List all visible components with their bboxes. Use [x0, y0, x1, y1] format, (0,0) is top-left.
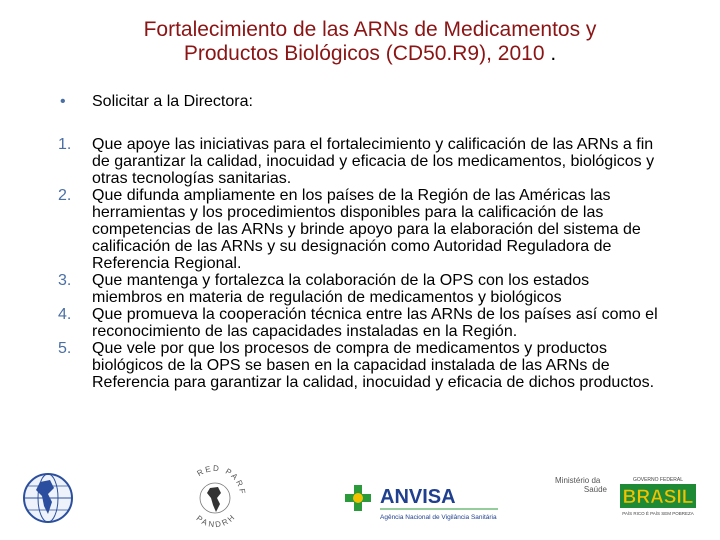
red-parf-top-text: RED PARF	[195, 463, 248, 497]
title-line-2	[60, 42, 680, 66]
anvisa-logo	[340, 478, 502, 524]
brasil-top-text: GOVERNO FEDERAL	[632, 477, 684, 483]
item-text: Que vele por que los procesos de compra de medicamentos y productos biológicos de la OPS se basen en la capacidad instalada de las ARNs de Referencia para garantizar la calidad, inocuidad y eficacia de dichos productos.	[92, 340, 655, 391]
item-text: Que apoye las iniciativas para el fortalecimiento y calificación de las ARNs a fin de garantizar la calidad, inocuidad y eficacia de los medicamentos, biológicos y otras tecnologías sanitarias.	[92, 136, 655, 187]
list-item	[58, 306, 663, 340]
ministerio-saude-logo	[555, 476, 607, 516]
logo-strip	[0, 460, 720, 540]
globe-logo	[22, 472, 74, 524]
title-dot: .	[550, 42, 557, 65]
brasil-logo	[618, 474, 698, 518]
bullet-symbol: •	[60, 93, 66, 110]
item-number: 5.	[58, 340, 72, 357]
intro-text: Solicitar a la Directora:	[92, 93, 253, 110]
item-text: Que difunda ampliamente en los países de la Región de las Américas las herramientas y los procedimientos disponibles para la calificación de las competencias de las ARNs y brinde apoyo para la elaboración del sistema de calificación de las ARNs y su designación como Autoridad Reguladora de Referencia Regional.	[92, 187, 641, 272]
brasil-text: BRASIL	[622, 487, 694, 508]
ministerio-line-2: Saúde	[583, 485, 607, 494]
item-number: 2.	[58, 187, 72, 204]
item-number: 1.	[58, 136, 72, 153]
item-text: Que promueva la cooperación técnica entre las ARNs de los países así como el reconocimiento de las capacidades instaladas en la Región.	[92, 306, 658, 340]
anvisa-name: ANVISA	[380, 486, 456, 508]
ministerio-line-1: Ministério da	[555, 476, 601, 485]
item-number: 4.	[58, 306, 72, 323]
list-item	[58, 187, 663, 272]
slide-title	[60, 18, 680, 66]
red-parf-bottom-text: PANDRH	[194, 511, 238, 530]
item-text: Que mantenga y fortalezca la colaboración de la OPS con los estados miembros en materia de regulación de medicamentos y biológicos	[92, 272, 590, 306]
list-item	[58, 272, 663, 306]
anvisa-mark	[340, 478, 502, 524]
list-item	[58, 340, 663, 391]
list-item	[58, 136, 663, 187]
brasil-bottom-text: PAÍS RICO É PAÍS SEM POBREZA	[622, 511, 694, 516]
anvisa-subtitle: Agência Nacional de Vigilância Sanitária	[380, 514, 497, 521]
title-line-1: Fortalecimiento de las ARNs de Medicamentos y	[143, 18, 597, 41]
red-parf-logo	[180, 460, 250, 532]
svg-text:PANDRH	[195, 512, 238, 529]
item-number: 3.	[58, 272, 72, 289]
request-list	[58, 136, 663, 391]
title-line-2-text: Productos Biológicos (CD50.R9), 2010	[183, 42, 545, 65]
